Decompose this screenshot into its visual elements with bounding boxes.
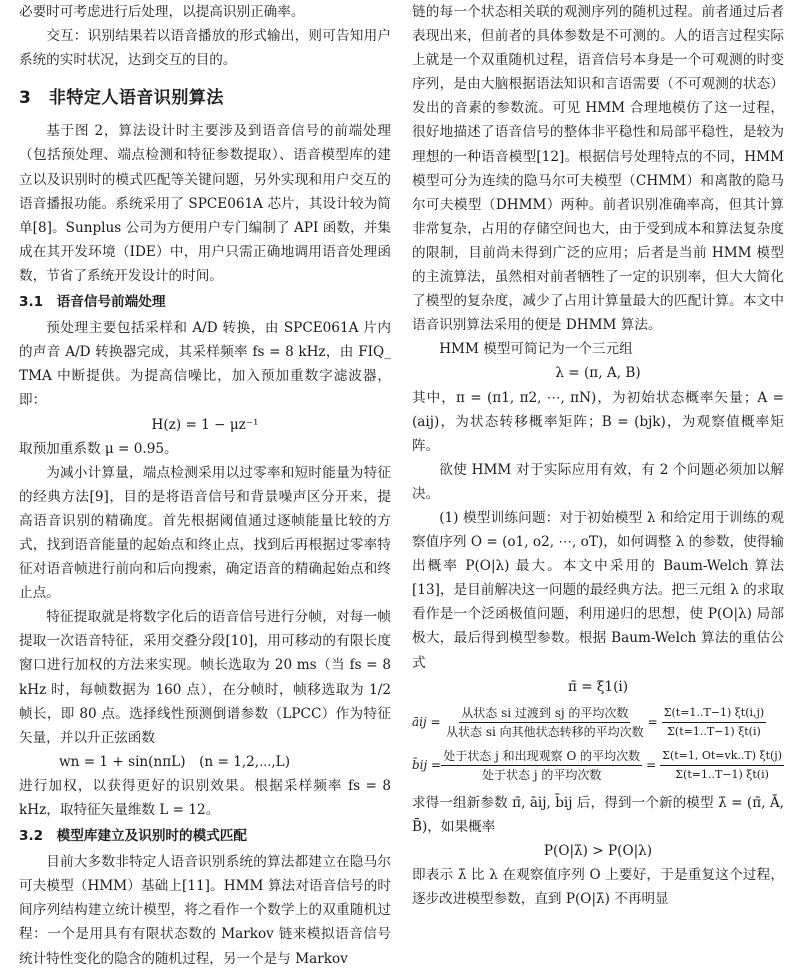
paragraph: 求得一组新参数 π̄, āij, b̄ij 后，得到一个新的模型 λ̄ = (π̄, Ā, B̄)，如果概率 [412, 794, 784, 835]
fraction-numerator: Σ(t=1, Ot=vk..T) ξt(j) [660, 748, 784, 766]
left-column [19, 0, 391, 971]
paragraph: 其中，π = (π1, π2, ⋯, πN)，为初始状态概率矢量；A = (aij)，为状态转移概率矩阵；B = (bjk)，为观察值概率矩阵。 [412, 389, 784, 454]
section-heading: 3 非特定人语音识别算法 [19, 88, 224, 109]
right-column [412, 0, 784, 911]
equation: wn = 1 + sin(nπL) (n = 1,2,⋯,L) [59, 753, 291, 770]
paragraph: 欲使 HMM 对于实际应用有效，有 2 个问题必须加以解决。 [412, 461, 784, 502]
fraction-denominator: 处于状态 j 的平均次数 [482, 767, 602, 782]
fraction-numerator: 处于状态 j 和出现观察 O 的平均次数 [441, 748, 642, 766]
paragraph: 基于图 2，算法设计时主要涉及到语音信号的前端处理（包括预处理、端点检测和特征参数提取）、语音模型库的建立以及识别时的模式匹配等关键问题，另外实现和用户交互的语音播报功能。系统采用了 SPCE061A 芯片，其设计较为简单[8]。Sunplus 公司为方便用户专门编制了 API 函数，并集成在其开发环境（IDE）中，用户只需正确地调用语音处理函数，节省了系统开发设计的时间。 [19, 123, 391, 284]
paragraph: 链的每一个状态相关联的观测序列的随机过程。前者通过后者表现出来，但前者的具体参数是不可测的。人的语言过程实际上就是一个双重随机过程，语音信号本身是一个可观测的时变序列，是由大脑根据语法知识和言语需要（不可观测的状态）发出的音素的参数流。可见 HMM 合理地模仿了这一过程，很好地描述了语音信号的整体非平稳性和局部平稳性，是较为理想的一种语音模型[12]。根据信号处理特点的不同，HMM 模型可分为连续的隐马尔可夫模型（CHMM）和离散的隐马尔可夫模型（DHMM）两种。前者识别准确率高，但其计算非常复杂，占用的存储空间也大，由于受到成本和算法复杂度的限制，目前尚未得到广泛的应用；后者是当前 HMM 模型的主流算法，虽然相对前者牺牲了一定的识别率，但大大简化了模型的复杂度，减少了占用计算量最大的匹配计算。本文中语音识别算法采用的便是 DHMM 算法。 [412, 4, 784, 334]
equation: π̄ = ξ1(i) [567, 678, 629, 695]
paragraph: 特征提取就是将数字化后的语音信号进行分帧，对每一帧提取一次语音特征，采用交叠分段[10]，用可移动的有限长度窗口进行加权的方法来实现。帧长选取为 20 ms（当 fs = 8 kHz 时，每帧数据为 160 点），在分帧时，帧移选取为 1/2 帧长，即 80 点。选择线性预测倒谱参数（LPCC）作为特征矢量，并以升正弦函数 [19, 609, 391, 746]
paragraph: 为减小计算量，端点检测采用以过零率和短时能量为特征的经典方法[9]，目的是将语音信号和背景噪声区分开来，提高语音识别的精确度。首先根据阈值通过逐帧能量比较的方式，找到语音能量的起始点和终止点，找到后再根据过零率特征对语音帧进行前向和后向搜索，确定语音的精确起始点和终止点。 [19, 464, 391, 602]
reestimation-formula-b [412, 748, 784, 783]
fraction [446, 705, 644, 740]
fraction-numerator: 从状态 si 过渡到 sj 的平均次数 [459, 705, 630, 723]
fraction [662, 705, 767, 740]
equation: λ = (π, A, B) [555, 365, 641, 382]
fraction-denominator: Σ(t=1..T−1) ξt(i) [667, 724, 761, 738]
fraction [441, 748, 642, 783]
subsection-heading: 3.2 模型库建立及识别时的模式匹配 [19, 828, 247, 845]
paragraph: 取预加重系数 μ = 0.95。 [19, 440, 178, 457]
equals-sign: = [646, 758, 657, 773]
equation: H(z) = 1 − μz⁻¹ [151, 416, 259, 433]
formula-lhs: āij = [412, 715, 441, 730]
fraction-denominator: 从状态 si 向其他状态转移的平均次数 [446, 724, 644, 739]
paragraph: (1) 模型训练问题：对于初始模型 λ 和给定用于训练的观察值序列 O = (o1, o2, ⋯, oT)，如何调整 λ 的参数，使得输出概率 P(O|λ) 最大。本文中采用的 Baum-Welch 算法[13]，是目前解决这一问题的最经典方法。把三元组 λ 的求取看作是一个泛函极值问题，利用递归的思想，使 P(O|λ) 局部极大，最后得到模型参数。根据 Baum-Welch 算法的重估公式 [412, 509, 784, 671]
fraction [660, 748, 784, 783]
paragraph: HMM 模型可简记为一个三元组 [439, 341, 633, 358]
paragraph: 目前大多数非特定人语音识别系统的算法都建立在隐马尔可夫模型（HMM）基础上[11]。HMM 算法对语音信号的时间序列结构建立统计模型，将之看作一个数学上的双重随机过程：一个是用具有有限状态数的 Markov 链来模拟语音信号统计特性变化的隐含的随机过程，另一个是与 Markov [19, 854, 391, 967]
fraction-numerator: Σ(t=1..T−1) ξt(i,j) [662, 705, 767, 723]
paragraph: 交互：识别结果若以语音播放的形式输出，则可告知用户系统的实时状况，达到交互的目的。 [19, 28, 391, 69]
paragraph: 即表示 λ̄ 比 λ 在观察值序列 O 上要好，于是重复这个过程，逐步改进模型参数，直到 P(O|λ̄) 不再明显 [412, 867, 784, 908]
fraction-denominator: Σ(t=1..T−1) ξt(i) [675, 767, 769, 781]
equation: P(O|λ̄) > P(O|λ) [543, 842, 653, 859]
subsection-heading: 3.1 语音信号前端处理 [19, 294, 166, 311]
formula-lhs: b̄ij = [412, 758, 442, 773]
reestimation-formula-a [412, 705, 784, 740]
equals-sign: = [647, 715, 658, 730]
paragraph: 必要时可考虑进行后处理，以提高识别正确率。 [19, 4, 305, 20]
paragraph: 进行加权，以获得更好的识别效果。根据采样频率 fs = 8 kHz，取特征矢量维数 L = 12。 [19, 777, 391, 818]
paragraph: 预处理主要包括采样和 A/D 转换，由 SPCE061A 片内的声音 A/D 转换器完成，其采样频率 fs = 8 kHz，由 FIQ_ TMA 中断提供。为提高信噪比，加入预加重数字滤波器，即： [19, 320, 391, 409]
